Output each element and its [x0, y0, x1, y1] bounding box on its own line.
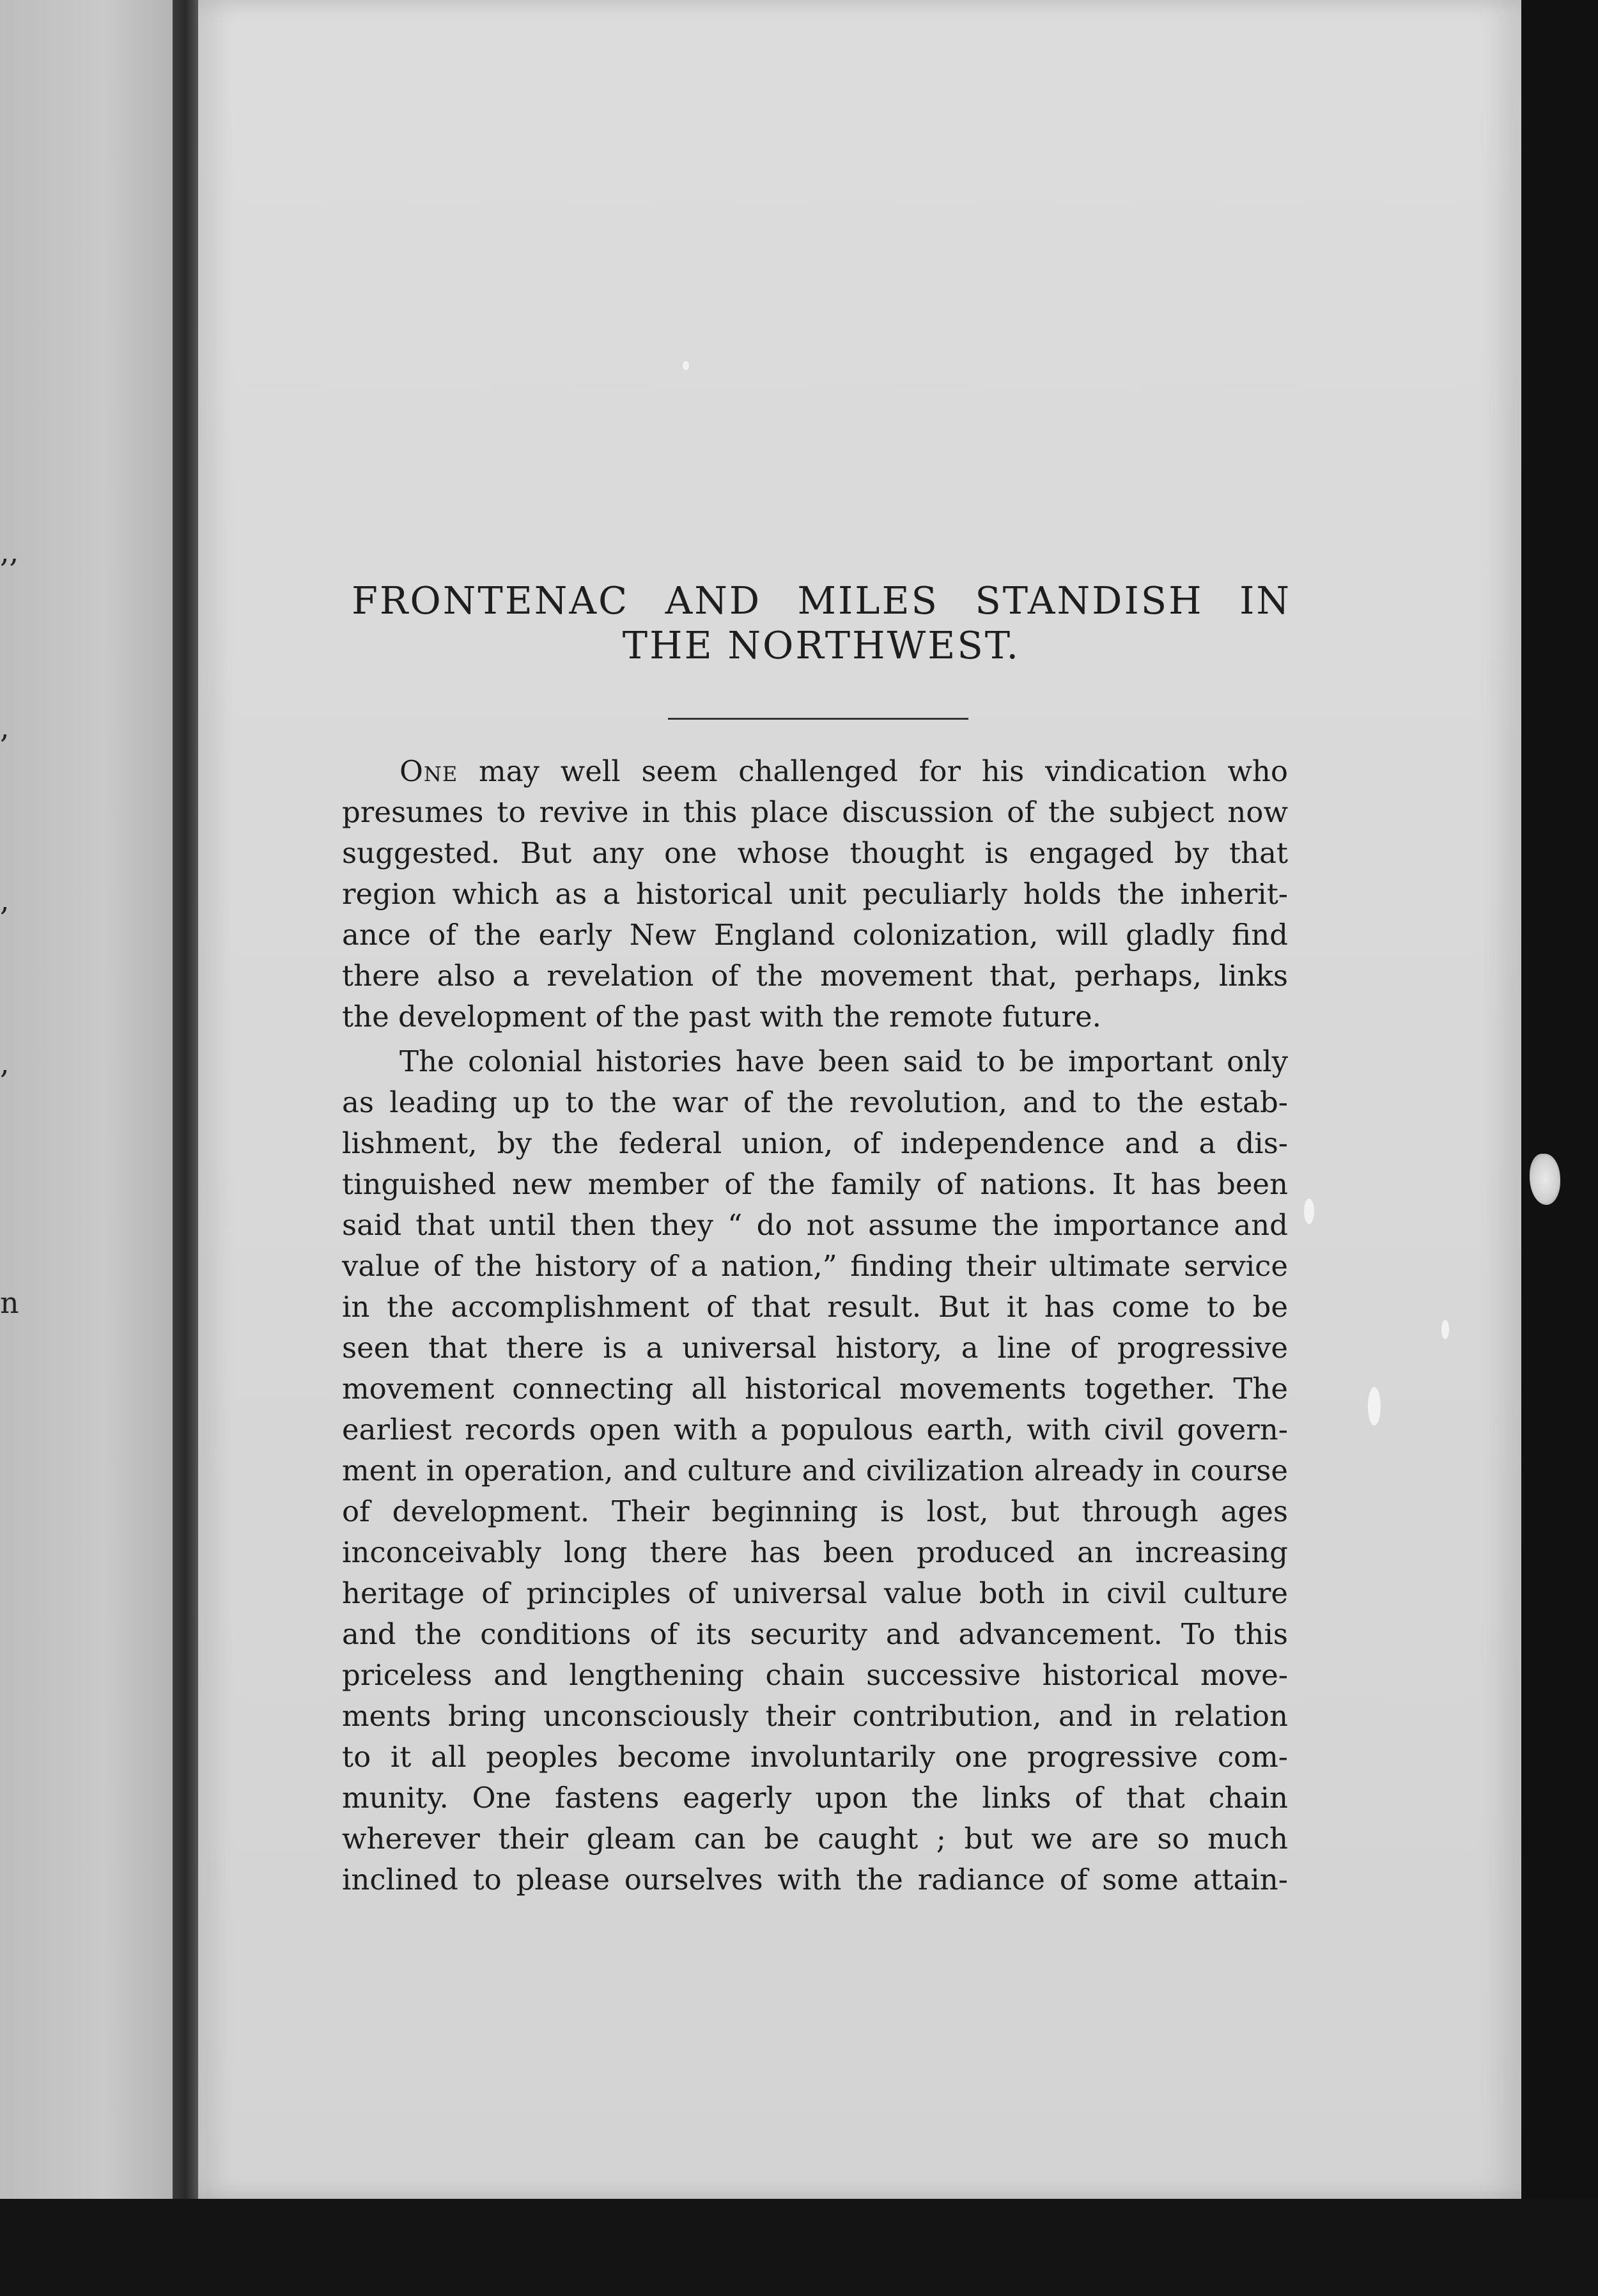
text-line: ment in operation, and culture and civilization already in course	[342, 1454, 1288, 1487]
dust-speck	[1304, 1198, 1314, 1224]
text-line: said that until then they “ do not assume the importance and	[342, 1208, 1288, 1242]
dust-speck	[1441, 1320, 1449, 1339]
text-line-content: may well seem challenged for his vindication who	[458, 754, 1288, 788]
margin-mark: ,	[0, 710, 10, 745]
margin-mark: n	[0, 1285, 19, 1320]
body-text	[342, 751, 1288, 1900]
text-line: the development of the past with the remote future.	[342, 1000, 1101, 1034]
text-line: inclined to please ourselves with the radiance of some attain-	[342, 1863, 1288, 1897]
margin-mark: ,	[0, 883, 10, 917]
text-line: heritage of principles of universal value both in civil culture	[342, 1576, 1288, 1610]
text-line: value of the history of a nation,” finding their ultimate service	[342, 1249, 1288, 1283]
title-divider-rule	[668, 718, 968, 720]
text-line: priceless and lengthening chain successive historical move-	[342, 1658, 1288, 1692]
text-line: of development. Their beginning is lost, but through ages	[342, 1494, 1288, 1528]
text-line: wherever their gleam can be caught ; but we are so much	[342, 1822, 1288, 1856]
text-line: to it all peoples become involuntarily one progressive com-	[342, 1740, 1288, 1774]
text-line: movement connecting all historical movements together. The	[342, 1372, 1288, 1406]
chapter-title-line-2: THE NORTHWEST.	[622, 623, 1021, 667]
chapter-title-line-1: FRONTENAC AND MILES STANDISH IN	[352, 578, 1291, 623]
text-line: tinguished new member of the family of nations. It has been	[342, 1167, 1288, 1201]
text-line	[342, 751, 1288, 792]
text-line: suggested. But any one whose thought is engaged by that	[342, 836, 1288, 870]
chapter-title	[352, 578, 1291, 668]
text-line: presumes to revive in this place discussion of the subject now	[342, 795, 1288, 829]
text-line: and the conditions of its security and advancement. To this	[342, 1617, 1288, 1651]
margin-mark: ,,	[0, 534, 19, 569]
text-line: as leading up to the war of the revolution, and to the estab-	[342, 1085, 1288, 1119]
dust-speck	[683, 361, 689, 370]
text-line: inconceivably long there has been produced an increasing	[342, 1535, 1288, 1569]
text-line: munity. One fastens eagerly upon the links of that chain	[342, 1781, 1288, 1815]
drop-small-caps-word: One	[400, 754, 458, 788]
text-line: The colonial histories have been said to be important only	[400, 1044, 1288, 1078]
scan-border-bottom	[0, 2199, 1598, 2296]
text-line: lishment, by the federal union, of independence and a dis-	[342, 1126, 1288, 1160]
text-line: region which as a historical unit peculiarly holds the inherit-	[342, 877, 1288, 911]
scan-border-right	[1521, 0, 1598, 2296]
text-line: ance of the early New England colonization, will gladly find	[342, 918, 1288, 952]
text-line: seen that there is a universal history, a line of progressive	[342, 1331, 1288, 1365]
book-gutter	[173, 0, 198, 2296]
text-line: in the accomplishment of that result. But it has come to be	[342, 1290, 1288, 1324]
margin-mark: ,	[0, 1046, 10, 1080]
dust-speck	[1368, 1387, 1381, 1425]
previous-page-edge	[0, 0, 173, 2231]
text-line: earliest records open with a populous earth, with civil govern-	[342, 1413, 1288, 1447]
text-line: ments bring unconsciously their contribution, and in relation	[342, 1699, 1288, 1733]
text-line: there also a revelation of the movement that, perhaps, links	[342, 959, 1288, 993]
